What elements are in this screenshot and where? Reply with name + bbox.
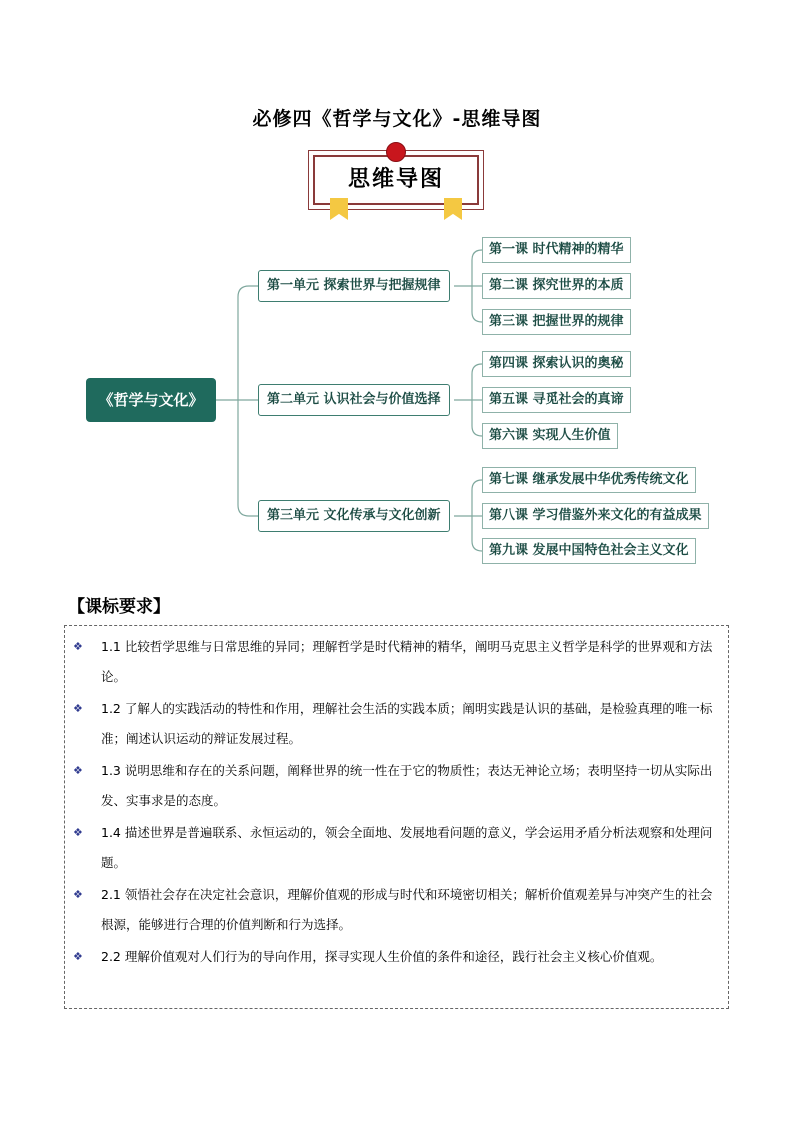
requirements-heading: 【课标要求】 [68,597,170,617]
lesson-node-2: 第二课 探究世界的本质 [482,273,631,299]
requirement-text: 2.1 领悟社会存在决定社会意识，理解价值观的形成与时代和环境密切相关；解析价值观差异与冲突产生的社会根源，能够进行合理的价值判断和行为选择。 [101,887,713,932]
lesson-node-7: 第七课 继承发展中华优秀传统文化 [482,467,696,493]
lesson-node-9: 第九课 发展中国特色社会主义文化 [482,538,696,564]
diamond-bullet-icon: ❖ [73,640,83,653]
diamond-bullet-icon: ❖ [73,950,83,963]
diamond-bullet-icon: ❖ [73,764,83,777]
lesson-node-1: 第一课 时代精神的精华 [482,237,631,263]
unit-node-2: 第二单元 认识社会与价值选择 [258,384,450,416]
badge-text: 思维导图 [347,167,444,192]
requirement-text: 1.3 说明思维和存在的关系问题，阐释世界的统一性在于它的物质性；表达无神论立场；表明坚持一切从实际出发、实事求是的态度。 [101,763,713,808]
diamond-bullet-icon: ❖ [73,888,83,901]
connector-root-unit1 [238,286,258,400]
connector-unit3-l7 [472,480,482,516]
document-title: 必修四《哲学与文化》-思维导图 [252,108,542,130]
requirement-item-6 [73,942,719,972]
lesson-node-5: 第五课 寻觅社会的真谛 [482,387,631,413]
requirement-text: 2.2 理解价值观对人们行为的导向作用，探寻实现人生价值的条件和途径，践行社会主义核心价值观。 [101,949,663,964]
requirement-item-2 [73,694,719,754]
lesson-node-4: 第四课 探索认识的奥秘 [482,351,631,377]
lesson-node-3: 第三课 把握世界的规律 [482,309,631,335]
connector-unit1-l1 [472,250,482,286]
unit-node-3: 第三单元 文化传承与文化创新 [258,500,450,532]
diamond-bullet-icon: ❖ [73,702,83,715]
connector-unit2-l4 [472,364,482,400]
requirement-item-1 [73,632,719,692]
requirement-item-4 [73,818,719,878]
mindmap-root: 《哲学与文化》 [86,378,216,422]
lesson-node-8: 第八课 学习借鉴外来文化的有益成果 [482,503,709,529]
requirement-text: 1.2 了解人的实践活动的特性和作用，理解社会生活的实践本质；阐明实践是认识的基础，是检验真理的唯一标准；阐述认识运动的辩证发展过程。 [101,701,713,746]
requirement-text: 1.4 描述世界是普遍联系、永恒运动的，领会全面地、发展地看问题的意义，学会运用矛盾分析法观察和处理问题。 [101,825,713,870]
connector-root-unit3 [238,400,258,516]
lesson-node-6: 第六课 实现人生价值 [482,423,618,449]
connector-unit1-l3 [472,286,482,322]
requirements-box [64,625,729,1009]
requirement-item-5 [73,880,719,940]
requirement-item-3 [73,756,719,816]
diamond-bullet-icon: ❖ [73,826,83,839]
unit-node-1: 第一单元 探索世界与把握规律 [258,270,450,302]
connector-unit3-l9 [472,516,482,551]
requirement-text: 1.1 比较哲学思维与日常思维的异同；理解哲学是时代精神的精华，阐明马克思主义哲学是科学的世界观和方法论。 [101,639,713,684]
connector-unit2-l6 [472,400,482,436]
